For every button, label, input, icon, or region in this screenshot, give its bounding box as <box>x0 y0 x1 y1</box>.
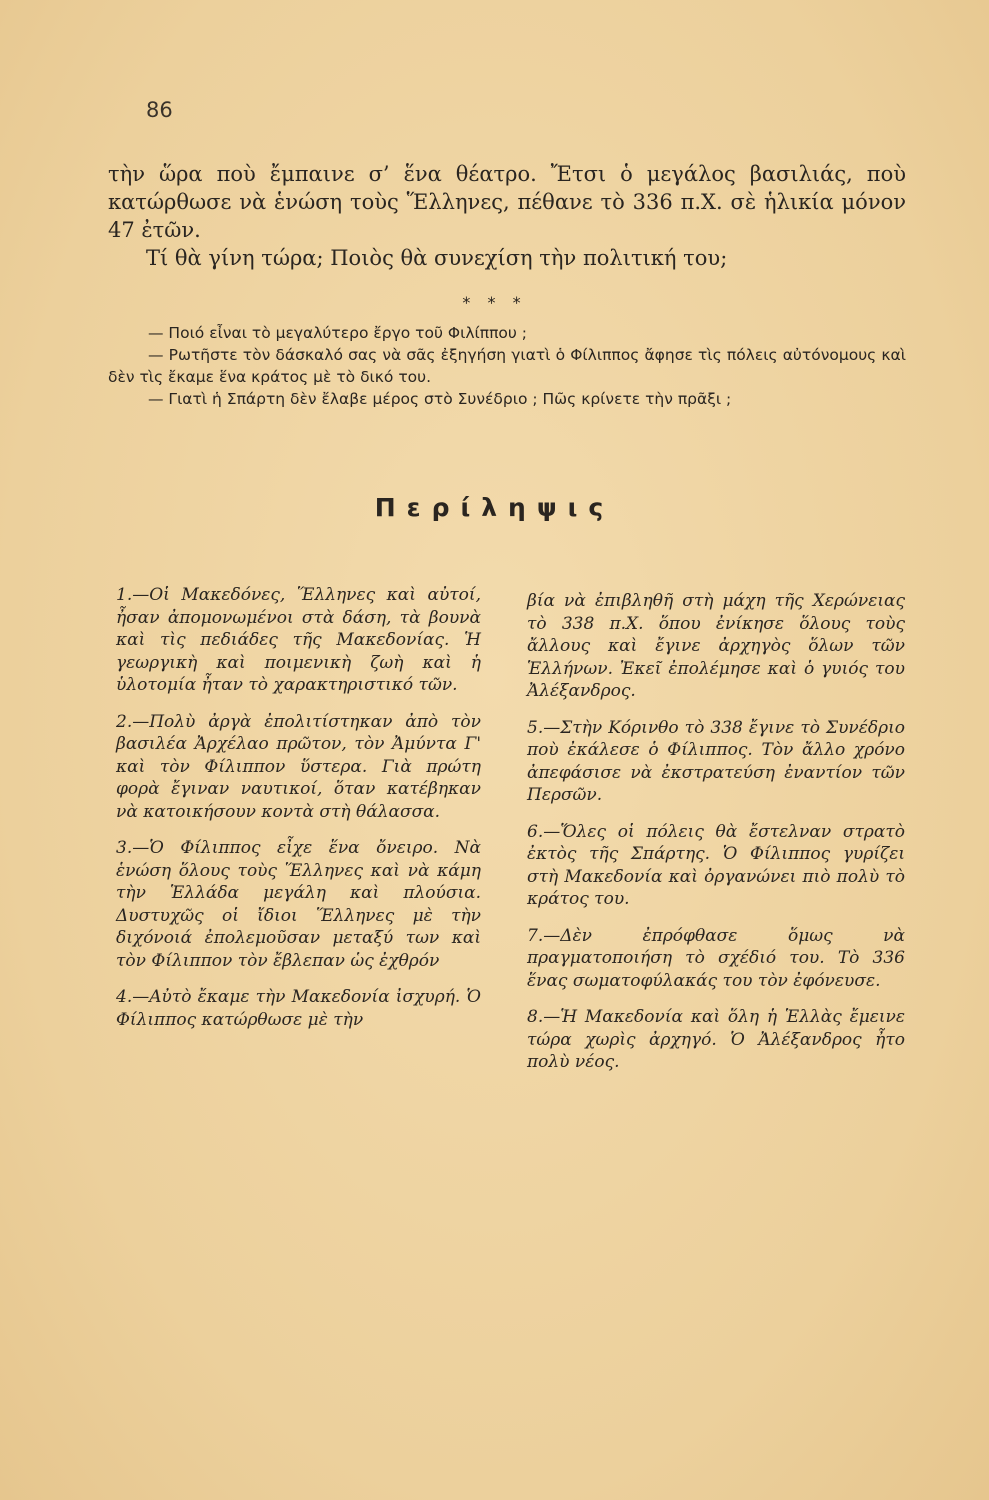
summary-item: 6.—Ὅλες οἱ πόλεις θὰ ἔστελναν στρατὸ ἐκτὸς τῆς Σπάρτης. Ὁ Φίλιππος γυρίζει στὴ Μακεδονία καὶ ὀργανώνει πιὸ πολὺ τὸ κράτος του. <box>527 821 905 909</box>
summary-item: 2.—Πολὺ ἀργὰ ἐπολιτίστηκαν ἀπὸ τὸν βασιλέα Ἀρχέλαο πρῶτον, τὸν Ἀμύντα Γ' καὶ τὸν Φίλιππον ὕστερα. Γιὰ πρώτη φορὰ ἔγιναν ναυτικοί, ὅταν κατέβηκαν νὰ κατοικήσουν κοντὰ στὴ θάλασσα. <box>116 711 481 822</box>
paragraph: Τί θὰ γίνη τώρα; Ποιὸς θὰ συνεχίση τὴν πολιτική του; <box>146 246 728 270</box>
page-number: 86 <box>146 98 173 122</box>
summary-column-right <box>527 590 905 1088</box>
question: — Ρωτῆστε τὸν δάσκαλό σας νὰ σᾶς ἐξηγήση γιατὶ ὁ Φίλιππος ἄφησε τὶς πόλεις αὐτόνομους καὶ δὲν τὶς ἔκαμε ἕνα κράτος μὲ τὸ δικό του. <box>108 346 906 386</box>
summary-item: 1.—Οἱ Μακεδόνες, Ἕλληνες καὶ αὐτοί, ἦσαν ἀπομονωμένοι στὰ δάση, τὰ βουνὰ καὶ τὶς πεδιάδες τῆς Μακεδονίας. Ἡ γεωργικὴ καὶ ποιμενικὴ ζωὴ καὶ ἡ ὑλοτομία ἦταν τὸ χαρακτηριστικό τῶν. <box>116 585 481 695</box>
summary-item: 3.—Ὁ Φίλιππος εἶχε ἕνα ὄνειρο. Νὰ ἑνώση ὅλους τοὺς Ἕλληνες καὶ νὰ κάμη τὴν Ἑλλάδα μεγάλη καὶ πλούσια. Δυστυχῶς οἱ ἴδιοι Ἕλληνες μὲ τὴν διχόνοιά ἐπολεμοῦσαν μεταξύ των καὶ τὸν Φίλιππον τὸν ἔβλεπαν ὡς ἐχθρόν <box>116 838 481 971</box>
summary-heading: Περίληψις <box>374 493 615 522</box>
summary-item: βία νὰ ἐπιβληθῆ στὴ μάχη τῆς Χερώνειας τὸ 338 π.Χ. ὅπου ἐνίκησε ὅλους τοὺς ἄλλους καὶ ἔγινε ἀρχηγὸς ὅλων τῶν Ἑλλήνων. Ἐκεῖ ἐπολέμησε καὶ ὁ γυιός του Ἀλέξανδρος. <box>527 591 905 701</box>
summary-item: 7.—Δὲν ἐπρόφθασε ὅμως νὰ πραγματοποιήση τὸ σχέδιό του. Τὸ 336 ἕνας σωματοφύλακάς του τὸν ἐφόνευσε. <box>527 925 905 991</box>
summary-column-left <box>116 584 481 1045</box>
main-text <box>108 160 906 272</box>
paragraph: τὴν ὥρα ποὺ ἔμπαινε σ’ ἕνα θέατρο. Ἔτσι ὁ μεγάλος βασιλιάς, ποὺ κατώρθωσε νὰ ἑνώση τοὺς Ἕλληνες, πέθανε τὸ 336 π.Χ. σὲ ἡλικία μόνον 47 ἐτῶν. <box>108 162 906 242</box>
question: — Ποιό εἶναι τὸ μεγαλύτερο ἔργο τοῦ Φιλίππου ; <box>148 324 528 342</box>
question: — Γιατὶ ἡ Σπάρτη δὲν ἔλαβε μέρος στὸ Συνέδριο ; Πῶς κρίνετε τὴν πρᾶξι ; <box>148 390 732 408</box>
review-questions <box>108 322 906 410</box>
summary-item: 8.—Ἡ Μακεδονία καὶ ὅλη ἡ Ἑλλὰς ἔμεινε τώρα χωρὶς ἀρχηγό. Ὁ Ἀλέξανδρος ἦτο πολὺ νέος. <box>527 1007 905 1072</box>
summary-item: 4.—Αὐτὸ ἔκαμε τὴν Μακεδονία ἰσχυρή. Ὁ Φίλιππος κατώρθωσε μὲ τὴν <box>116 987 481 1030</box>
summary-item: 5.—Στὴν Κόρινθο τὸ 338 ἔγινε τὸ Συνέδριο ποὺ ἐκάλεσε ὁ Φίλιππος. Τὸν ἄλλο χρόνο ἀπεφάσισε νὰ ἐκστρατεύση ἐναντίον τῶν Περσῶν. <box>527 717 905 805</box>
section-separator: * * * <box>462 293 527 312</box>
